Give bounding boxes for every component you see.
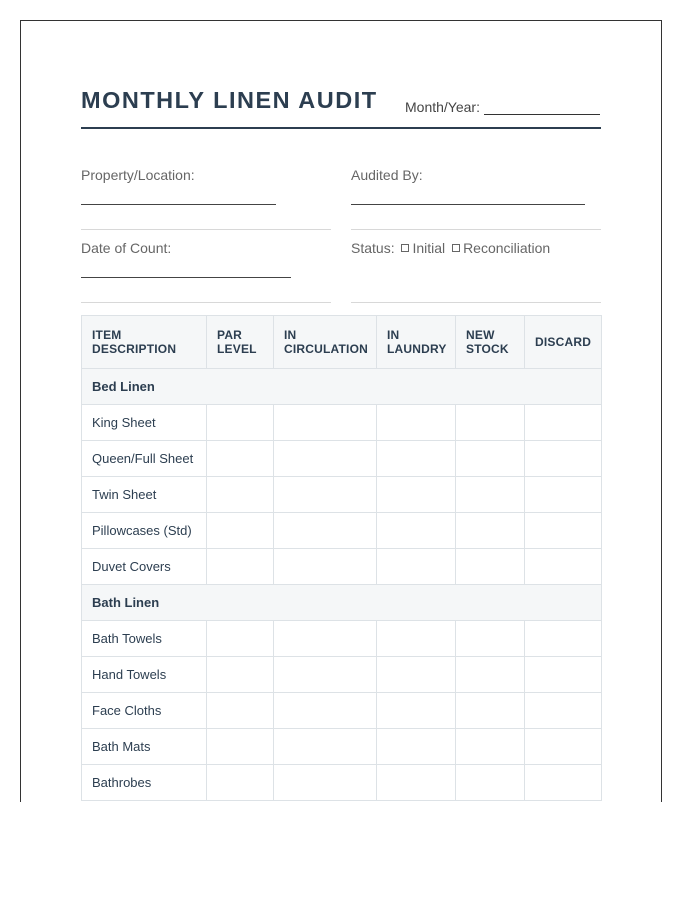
discard-cell[interactable] — [525, 765, 602, 801]
new-stock-cell[interactable] — [456, 441, 525, 477]
in-laundry-cell[interactable] — [377, 621, 456, 657]
audited-by-label: Audited By: — [351, 167, 423, 183]
discard-cell[interactable] — [525, 657, 602, 693]
audit-form-page — [20, 20, 662, 802]
in-circulation-cell[interactable] — [274, 621, 377, 657]
discard-cell[interactable] — [525, 693, 602, 729]
reconciliation-checkbox[interactable] — [452, 244, 460, 252]
header-discard: DISCARD — [525, 316, 602, 369]
in-circulation-cell[interactable] — [274, 657, 377, 693]
in-circulation-cell[interactable] — [274, 765, 377, 801]
property-location-field[interactable] — [81, 167, 331, 230]
item-name: King Sheet — [82, 405, 207, 441]
table-row — [82, 657, 602, 693]
new-stock-cell[interactable] — [456, 657, 525, 693]
new-stock-cell[interactable] — [456, 513, 525, 549]
par-level-cell[interactable] — [207, 441, 274, 477]
new-stock-cell[interactable] — [456, 549, 525, 585]
par-level-cell[interactable] — [207, 477, 274, 513]
discard-cell[interactable] — [525, 621, 602, 657]
par-level-cell[interactable] — [207, 657, 274, 693]
in-laundry-cell[interactable] — [377, 549, 456, 585]
status-field — [351, 240, 601, 303]
discard-cell[interactable] — [525, 405, 602, 441]
header-item-description: ITEM DESCRIPTION — [82, 316, 207, 369]
item-name: Bath Mats — [82, 729, 207, 765]
property-location-input-line[interactable] — [81, 204, 276, 205]
table-row — [82, 729, 602, 765]
linen-audit-table — [81, 315, 602, 801]
table-header-row — [82, 316, 602, 369]
item-name: Pillowcases (Std) — [82, 513, 207, 549]
date-of-count-input-line[interactable] — [81, 277, 291, 278]
in-circulation-cell[interactable] — [274, 405, 377, 441]
table-row — [82, 405, 602, 441]
item-name: Hand Towels — [82, 657, 207, 693]
header-in-circulation: IN CIRCULATION — [274, 316, 377, 369]
new-stock-cell[interactable] — [456, 693, 525, 729]
new-stock-cell[interactable] — [456, 621, 525, 657]
table-row — [82, 621, 602, 657]
par-level-cell[interactable] — [207, 513, 274, 549]
date-of-count-field[interactable] — [81, 240, 331, 303]
in-laundry-cell[interactable] — [377, 729, 456, 765]
form-title: MONTHLY LINEN AUDIT — [81, 87, 378, 113]
table-row — [82, 477, 602, 513]
initial-option-label: Initial — [412, 240, 446, 256]
par-level-cell[interactable] — [207, 549, 274, 585]
table-row — [82, 513, 602, 549]
table-row — [82, 693, 602, 729]
section-label: Bed Linen — [82, 369, 602, 405]
month-year-label: Month/Year: — [405, 99, 480, 115]
item-name: Twin Sheet — [82, 477, 207, 513]
section-row-bath-linen — [82, 585, 602, 621]
date-of-count-label: Date of Count: — [81, 240, 172, 256]
in-circulation-cell[interactable] — [274, 693, 377, 729]
discard-cell[interactable] — [525, 729, 602, 765]
new-stock-cell[interactable] — [456, 477, 525, 513]
table-row — [82, 765, 602, 801]
header-in-laundry: IN LAUNDRY — [377, 316, 456, 369]
initial-checkbox[interactable] — [401, 244, 409, 252]
in-laundry-cell[interactable] — [377, 405, 456, 441]
property-location-label: Property/Location: — [81, 167, 195, 183]
audited-by-field[interactable] — [351, 167, 601, 230]
section-label: Bath Linen — [82, 585, 602, 621]
in-laundry-cell[interactable] — [377, 657, 456, 693]
par-level-cell[interactable] — [207, 765, 274, 801]
in-laundry-cell[interactable] — [377, 765, 456, 801]
month-year-field[interactable] — [405, 99, 600, 115]
par-level-cell[interactable] — [207, 405, 274, 441]
in-laundry-cell[interactable] — [377, 693, 456, 729]
new-stock-cell[interactable] — [456, 729, 525, 765]
in-circulation-cell[interactable] — [274, 513, 377, 549]
item-name: Duvet Covers — [82, 549, 207, 585]
month-year-input-line[interactable] — [484, 100, 600, 115]
audited-by-input-line[interactable] — [351, 204, 585, 205]
header-par-level: PAR LEVEL — [207, 316, 274, 369]
par-level-cell[interactable] — [207, 693, 274, 729]
in-circulation-cell[interactable] — [274, 729, 377, 765]
item-name: Bathrobes — [82, 765, 207, 801]
in-circulation-cell[interactable] — [274, 441, 377, 477]
item-name: Face Cloths — [82, 693, 207, 729]
new-stock-cell[interactable] — [456, 405, 525, 441]
item-name: Queen/Full Sheet — [82, 441, 207, 477]
in-circulation-cell[interactable] — [274, 549, 377, 585]
in-laundry-cell[interactable] — [377, 441, 456, 477]
form-header — [81, 81, 601, 129]
header-new-stock: NEW STOCK — [456, 316, 525, 369]
discard-cell[interactable] — [525, 513, 602, 549]
in-circulation-cell[interactable] — [274, 477, 377, 513]
par-level-cell[interactable] — [207, 729, 274, 765]
reconciliation-option-label: Reconciliation — [463, 240, 551, 256]
discard-cell[interactable] — [525, 441, 602, 477]
in-laundry-cell[interactable] — [377, 477, 456, 513]
in-laundry-cell[interactable] — [377, 513, 456, 549]
status-label: Status: — [351, 240, 395, 256]
discard-cell[interactable] — [525, 477, 602, 513]
table-row — [82, 549, 602, 585]
table-row — [82, 441, 602, 477]
item-name: Bath Towels — [82, 621, 207, 657]
new-stock-cell[interactable] — [456, 765, 525, 801]
section-row-bed-linen — [82, 369, 602, 405]
par-level-cell[interactable] — [207, 621, 274, 657]
discard-cell[interactable] — [525, 549, 602, 585]
status-options — [351, 240, 550, 256]
